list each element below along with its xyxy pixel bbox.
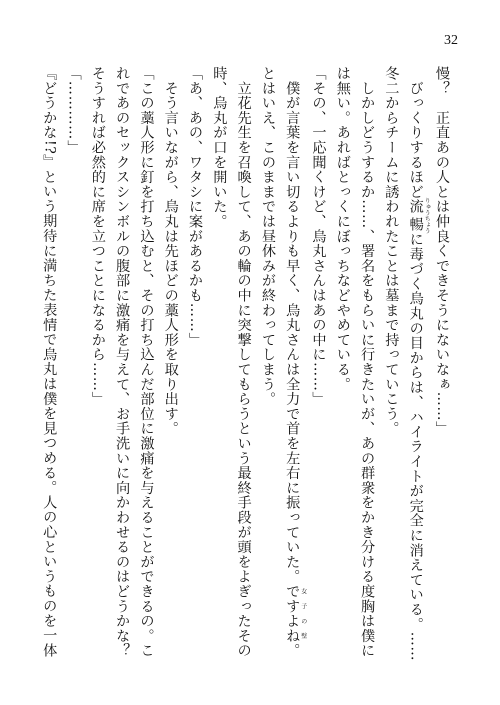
vertical-text-body <box>34 66 454 666</box>
text-segment: 。 <box>284 643 301 659</box>
ruby-reading: 女子の壁 <box>299 584 307 644</box>
ruby-base: 流暢 <box>407 197 424 234</box>
text-line: は無い。あればとっくにぼっちなどやめている。 <box>334 66 351 392</box>
ruby-base: ですよね <box>284 584 301 644</box>
page-number: 32 <box>444 33 458 48</box>
text-line: 「その、一応聞くけど、烏丸さんはあの中に……」 <box>310 66 327 407</box>
text-line: とはいえ、このままでは昼休みが終わってしまう。 <box>259 66 276 407</box>
text-line: 「あ、あの、ワタシに案があるかも……」 <box>187 66 204 348</box>
text-line: しかしどうするか……、署名をもらいに行きたいが、あの群衆をかき分ける度胸は僕に <box>359 66 376 658</box>
text-segment: びっくりするほど <box>407 66 424 200</box>
text-line <box>280 66 306 666</box>
text-line: 冬二からチームに誘われたことは墓まで持っていこう。 <box>383 66 400 436</box>
text-segment: 僕が言葉を言い切るよりも早く、烏丸さんは全力で首を左右に振っていた。 <box>284 66 301 584</box>
text-line: れであのセックスシンボルの腹部に激痛を与えて、お手洗いに向かわせるのはどうかな？ <box>114 66 131 658</box>
text-line: 「…………」 <box>65 66 82 155</box>
text-line <box>403 66 429 666</box>
text-line: 『どうかな!?』という期待に満ちた表情で烏丸は僕を見つめる。人の心というものを一体 <box>41 66 58 658</box>
text-line: 時、烏丸が口を開いた。 <box>211 66 228 229</box>
text-line: 「この藁人形に釘を打ち込むと、その打ち込んだ部位に激痛を与えることができるの。こ <box>138 66 155 658</box>
text-line: 立花先生を召喚して、あの輪の中に突撃してもらうという最終手段が頭をよぎったその <box>235 66 252 658</box>
ruby-annotation <box>407 197 431 234</box>
ruby-annotation <box>284 584 307 644</box>
ruby-reading: りゅうちょう <box>423 197 431 234</box>
text-line: そうすれば必然的に席を立つことになるから……」 <box>89 66 106 407</box>
text-segment: に毒づく烏丸の目からは、ハイライトが完全に消えている。…… <box>407 232 424 662</box>
text-line: 慢？ 正直あの人とは仲良くできそうにないなぁ……」 <box>434 66 450 436</box>
text-line: そう言いながら、烏丸は先ほどの藁人形を取り出す。 <box>162 66 179 436</box>
